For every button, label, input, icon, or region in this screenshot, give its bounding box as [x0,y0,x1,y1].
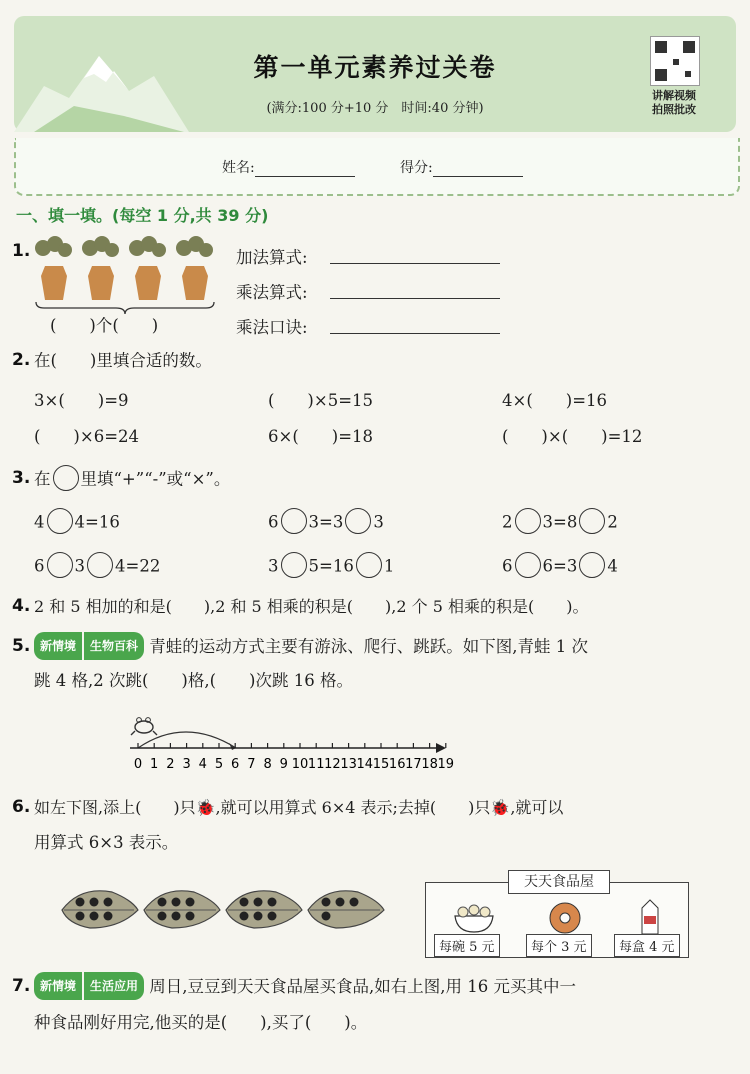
tick-label: 8 [263,757,272,772]
q6-number: 6. [12,797,31,817]
tick-label: 5 [214,757,224,772]
answer-circle[interactable] [345,508,371,534]
ladybug-icon [186,912,195,921]
ladybug-icon [322,898,331,907]
q1-add-label: 加法算式: [236,248,308,267]
tick-label: 6 [231,757,240,772]
tick-label: 14 [356,757,374,772]
q3-operand: 6 [268,512,279,532]
q3-operand: 6 [502,556,513,576]
q3-operand: 4=16 [74,512,120,532]
q3-operand: 4=22 [115,556,161,576]
q3-item [502,554,618,580]
ladybug-icon [158,898,167,907]
name-label: 姓名: [222,160,255,176]
q4-text: 2 和 5 相加的和是( ),2 和 5 相乘的积是( ),2 个 5 相乘的积是( )。 [34,597,589,616]
q3-item [34,554,160,580]
answer-circle[interactable] [515,508,541,534]
tick-label: 10 [291,757,309,772]
tick-label: 7 [247,757,256,772]
q5-text2: 跳 4 格,2 次跳( )格,( )次跳 16 格。 [34,671,353,690]
q3-operand: 4 [607,556,618,576]
ladybug-icon [172,898,181,907]
ladybug-icon [350,898,359,907]
ladybug-icon [90,898,99,907]
ladybug-icon [76,912,85,921]
q2-item[interactable]: 3×( )=9 [34,391,129,410]
ladybug-icon [240,912,249,921]
answer-circle[interactable] [356,552,382,578]
q7-text2: 种食品刚好用完,他买的是( ),买了( )。 [34,1013,368,1032]
q2-item[interactable]: 4×( )=16 [502,391,608,410]
ladybug-icon [254,898,263,907]
q1-number: 1. [12,241,31,261]
q3-prompt-b: 里填“+”“-”或“×”。 [80,469,231,489]
q2-item[interactable]: ( )×( )=12 [502,427,643,446]
tick-label: 18 [421,757,438,772]
ladybug-icon [254,912,263,921]
ladybug-icon [268,912,277,921]
ladybug-icon [268,898,277,907]
q1-rhyme-label: 乘法口诀: [236,318,308,337]
q2-item[interactable]: ( )×5=15 [268,391,374,410]
shop-title: 天天食品屋 [508,870,610,894]
q3-operand: 3=3 [308,512,344,532]
name-blank[interactable] [255,160,355,177]
score-blank[interactable] [433,160,523,177]
donut-icon [550,903,580,933]
ladybug-icon [186,898,195,907]
q3-operand: 6=3 [542,556,578,576]
q3-item [502,510,618,536]
q3-operand: 2 [502,512,513,532]
ladybug-icon [322,912,331,921]
tag-new-context: 新情境 [34,972,82,1000]
answer-circle[interactable] [281,508,307,534]
milk-carton-icon [642,900,658,934]
q4-number: 4. [12,596,31,616]
frog-icon [131,718,157,735]
q3-prompt [34,467,230,493]
q5-number: 5. [12,636,31,656]
tick-label: 12 [324,757,341,772]
ladybug-icon [104,912,113,921]
q3-operand: 5=16 [308,556,354,576]
q7-number: 7. [12,976,31,996]
q5-line1 [34,634,588,662]
q3-operand: 1 [383,556,395,576]
qr-label [637,89,711,117]
score-label: 得分: [400,160,433,176]
page-subtitle: (满分:100 分+10 分 时间:40 分钟) [266,101,484,116]
ladybug-icon [158,912,167,921]
q1-rhyme-blank[interactable] [330,317,500,334]
q3-item [268,554,394,580]
q1-add-blank[interactable] [330,247,500,264]
q3-operand: 2 [607,512,618,532]
circle-icon [53,465,79,491]
qr-label-line2: 拍照批改 [652,103,696,116]
q2-prompt: 在( )里填合适的数。 [34,351,212,370]
leaf-icon [308,891,384,928]
leaves-with-ladybugs-illustration [60,884,390,936]
score-field[interactable] [400,157,523,177]
page-title: 第一单元素养过关卷 [253,53,497,82]
leaf-icon [226,891,302,928]
ladybug-icon [104,898,113,907]
q2-item[interactable]: ( )×6=24 [34,427,140,446]
q1-brace-text: ( )个( ) [50,316,159,335]
flower-vases-illustration [30,236,220,306]
answer-circle[interactable] [579,552,605,578]
tick-label: 17 [405,757,422,772]
q3-number: 3. [12,468,31,488]
q3-operand: 3 [268,556,279,576]
tick-label: 4 [198,757,207,772]
ladybug-icon [76,898,85,907]
q3-operand: 6 [34,556,45,576]
ladybug-icon [172,912,181,921]
answer-circle[interactable] [87,552,113,578]
tick-label: 2 [166,757,175,772]
q6-text1: 如左下图,添上( )只🐞,就可以用算式 6×4 表示;去掉( )只🐞,就可以 [34,798,564,817]
q5-text1: 青蛙的运动方式主要有游泳、爬行、跳跃。如下图,青蛙 1 次 [149,637,589,656]
name-field[interactable] [222,157,355,177]
q3-item [34,510,120,536]
q2-number: 2. [12,350,31,370]
answer-circle[interactable] [281,552,307,578]
price-label: 每盒 4 元 [614,934,680,957]
ladybug-icon [240,898,249,907]
q3-operand: 4 [34,512,45,532]
tick-label: 16 [388,757,406,772]
q6-text2: 用算式 6×3 表示。 [34,833,179,852]
q7-text1: 周日,豆豆到天天食品屋买食品,如右上图,用 16 元买其中一 [149,977,577,996]
bowl-icon [455,905,493,932]
number-line [120,710,455,780]
leaf-icon [144,891,220,928]
tag-biology: 生物百科 [84,632,144,660]
tick-label: 13 [340,757,357,772]
answer-circle[interactable] [47,552,73,578]
leaf-icon [62,891,138,928]
q2-item[interactable]: 6×( )=18 [268,427,374,446]
section-title: 一、填一填。(每空 1 分,共 39 分) [16,206,269,225]
ladybug-icon [90,912,99,921]
q1-mul-label: 乘法算式: [236,283,308,302]
tick-label: 1 [150,757,159,772]
q3-operand: 3 [74,556,85,576]
info-bar [14,138,740,196]
tick-label: 15 [372,757,390,772]
q3-prompt-a: 在 [34,469,51,489]
q3-item [268,510,384,536]
shop-items-illustration [450,898,680,936]
q3-operand: 3 [373,512,384,532]
tick-label: 9 [279,757,288,772]
tick-label: 11 [307,757,325,772]
qr-code-icon[interactable] [650,36,700,86]
answer-circle[interactable] [47,508,73,534]
price-label: 每个 3 元 [526,934,592,957]
ladybug-icon [336,898,345,907]
price-label: 每碗 5 元 [434,934,500,957]
tick-label: 3 [182,757,191,772]
tag-new-context: 新情境 [34,632,82,660]
answer-circle[interactable] [515,552,541,578]
tag-life-application: 生活应用 [84,972,144,1000]
q3-operand: 3=8 [542,512,578,532]
q7-line1 [34,974,576,1002]
answer-circle[interactable] [579,508,605,534]
tick-label: 0 [133,757,143,772]
q1-mul-blank[interactable] [330,282,500,299]
tick-label: 19 [437,757,455,772]
qr-label-line1: 讲解视频 [652,89,696,102]
